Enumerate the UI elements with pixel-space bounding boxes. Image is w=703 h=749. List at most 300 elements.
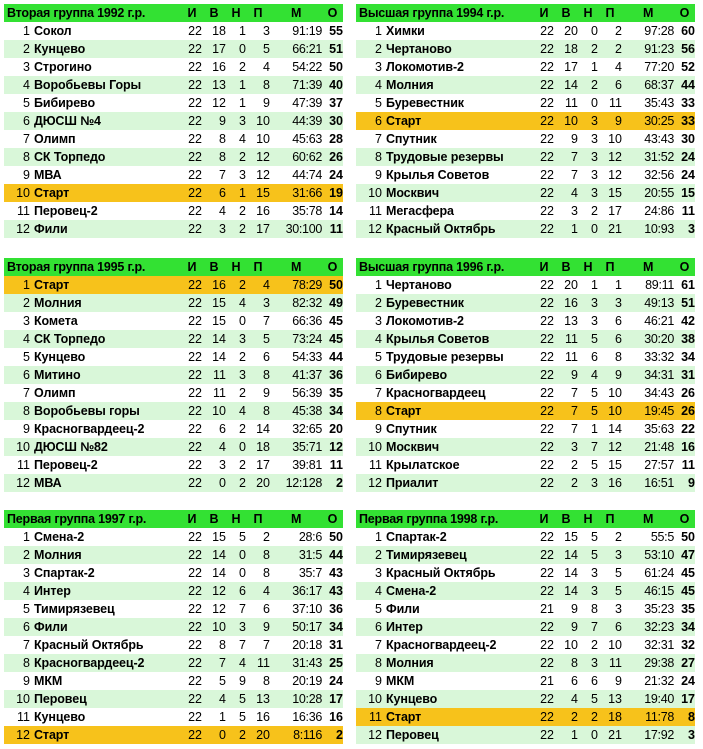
- row-wins: 16: [212, 60, 226, 74]
- row-wins: 11: [213, 368, 226, 382]
- row-draws: 2: [239, 350, 246, 364]
- row-team-name: Чертаново: [386, 42, 452, 56]
- row-points: 34: [329, 620, 343, 634]
- row-points: 30: [681, 132, 695, 146]
- row-games: 22: [540, 314, 554, 328]
- row-goals: 35:7: [298, 566, 322, 580]
- row-wins: 7: [219, 168, 226, 182]
- row-losses: 5: [263, 332, 270, 346]
- row-position: 10: [368, 186, 382, 200]
- row-points: 19: [329, 186, 343, 200]
- row-points: 2: [336, 728, 343, 742]
- row-draws: 3: [591, 114, 598, 128]
- row-games: 22: [540, 332, 554, 346]
- row-team-name: Перовец: [386, 728, 439, 742]
- standings-table: [356, 510, 695, 744]
- row-losses: 6: [615, 78, 622, 92]
- row-points: 45: [329, 314, 343, 328]
- row-team-name: Трудовые резервы: [386, 350, 504, 364]
- row-draws: 4: [591, 368, 598, 382]
- row-points: 45: [681, 566, 695, 580]
- row-position: 10: [16, 692, 30, 706]
- row-goals: 27:57: [644, 458, 674, 472]
- table-row-highlighted: [356, 708, 695, 726]
- row-games: 22: [188, 674, 202, 688]
- row-points: 35: [681, 602, 695, 616]
- row-points: 17: [329, 692, 343, 706]
- row-goals: 31:43: [292, 656, 322, 670]
- row-points: 56: [681, 42, 695, 56]
- row-position: 3: [375, 60, 382, 74]
- row-wins: 8: [219, 150, 226, 164]
- row-team-name: Перовец-2: [34, 204, 98, 218]
- row-games: 22: [188, 42, 202, 56]
- row-draws: 6: [239, 584, 246, 598]
- row-draws: 1: [239, 78, 246, 92]
- row-games: 22: [188, 350, 202, 364]
- row-games: 22: [540, 350, 554, 364]
- row-goals: 66:36: [292, 314, 322, 328]
- table-row: [356, 546, 695, 564]
- row-losses: 10: [256, 132, 270, 146]
- row-position: 4: [23, 584, 30, 598]
- row-wins: 11: [565, 96, 578, 110]
- header-games: И: [187, 512, 197, 526]
- row-team-name: Строгино: [34, 60, 92, 74]
- row-losses: 6: [615, 314, 622, 328]
- row-wins: 10: [564, 638, 578, 652]
- row-goals: 46:15: [644, 584, 674, 598]
- row-wins: 5: [219, 674, 226, 688]
- table-row: [356, 726, 695, 744]
- row-team-name: МКМ: [34, 674, 63, 688]
- row-losses: 14: [256, 422, 270, 436]
- table-row: [356, 366, 695, 384]
- row-goals: 21:48: [644, 440, 674, 454]
- row-wins: 8: [219, 638, 226, 652]
- table-row: [4, 112, 343, 130]
- row-team-name: Кунцево: [34, 710, 86, 724]
- row-position: 4: [375, 78, 382, 92]
- table-row: [356, 438, 695, 456]
- row-wins: 10: [564, 114, 578, 128]
- row-points: 38: [681, 332, 695, 346]
- row-games: 22: [188, 204, 202, 218]
- row-position: 1: [375, 530, 382, 544]
- row-wins: 10: [212, 620, 226, 634]
- row-draws: 1: [591, 422, 598, 436]
- row-points: 51: [681, 296, 695, 310]
- row-position: 9: [375, 422, 382, 436]
- row-team-name: Спутник: [386, 132, 437, 146]
- row-draws: 1: [239, 24, 246, 38]
- header-points: О: [327, 512, 338, 526]
- row-games: 22: [540, 620, 554, 634]
- row-games: 21: [540, 674, 554, 688]
- row-team-name: Кунцево: [34, 42, 86, 56]
- row-goals: 61:24: [644, 566, 674, 580]
- row-position: 4: [23, 332, 30, 346]
- row-team-name: СК Торпедо: [34, 332, 106, 346]
- row-points: 26: [329, 150, 343, 164]
- table-row: [4, 366, 343, 384]
- table-row: [4, 438, 343, 456]
- row-losses: 17: [256, 458, 270, 472]
- table-row: [4, 654, 343, 672]
- row-points: 44: [681, 78, 695, 92]
- row-points: 40: [329, 78, 343, 92]
- table-row: [4, 330, 343, 348]
- row-position: 4: [375, 332, 382, 346]
- table-row: [356, 40, 695, 58]
- row-losses: 3: [615, 602, 622, 616]
- row-goals: 35:23: [644, 602, 674, 616]
- row-losses: 13: [608, 692, 622, 706]
- row-losses: 8: [263, 368, 270, 382]
- row-losses: 11: [609, 96, 622, 110]
- row-position: 5: [375, 602, 382, 616]
- header-goals: М: [290, 6, 302, 20]
- row-draws: 5: [591, 692, 598, 706]
- row-position: 8: [375, 404, 382, 418]
- table-row: [4, 130, 343, 148]
- row-team-name: Красный Октябрь: [34, 638, 144, 652]
- row-goals: 68:37: [644, 78, 674, 92]
- header-goals: М: [642, 6, 654, 20]
- header-draws: Н: [583, 512, 593, 526]
- row-games: 22: [188, 404, 202, 418]
- row-goals: 34:43: [644, 386, 674, 400]
- row-losses: 20: [256, 728, 270, 742]
- row-position: 3: [375, 314, 382, 328]
- table-row: [4, 40, 343, 58]
- row-points: 14: [329, 204, 343, 218]
- row-losses: 9: [263, 620, 270, 634]
- row-points: 24: [329, 674, 343, 688]
- row-team-name: Буревестник: [386, 296, 464, 310]
- row-draws: 2: [239, 422, 246, 436]
- row-draws: 7: [591, 620, 598, 634]
- row-points: 15: [681, 186, 695, 200]
- row-team-name: Химки: [386, 24, 425, 38]
- row-position: 6: [23, 368, 30, 382]
- table-row: [356, 474, 695, 492]
- row-wins: 14: [564, 566, 578, 580]
- row-draws: 4: [239, 404, 246, 418]
- row-games: 22: [188, 114, 202, 128]
- row-team-name: Крылья Советов: [386, 168, 490, 182]
- row-team-name: Тимирязевец: [34, 602, 115, 616]
- table-title: Вторая группа 1992 г.р.: [7, 6, 146, 20]
- row-goals: 16:51: [644, 476, 674, 490]
- table-row: [4, 690, 343, 708]
- row-team-name: Приалит: [386, 476, 439, 490]
- row-draws: 3: [591, 476, 598, 490]
- row-losses: 2: [615, 42, 622, 56]
- row-wins: 1: [571, 222, 578, 236]
- row-games: 22: [188, 728, 202, 742]
- row-team-name: Локомотив-2: [386, 314, 464, 328]
- row-team-name: Перовец-2: [34, 458, 98, 472]
- row-position: 12: [368, 728, 382, 742]
- row-position: 3: [23, 60, 30, 74]
- row-points: 30: [329, 114, 343, 128]
- row-draws: 2: [239, 476, 246, 490]
- row-games: 22: [188, 186, 202, 200]
- header-wins: В: [561, 6, 571, 20]
- table-row: [356, 564, 695, 582]
- row-goals: 20:18: [292, 638, 322, 652]
- row-position: 7: [23, 386, 30, 400]
- row-points: 12: [329, 440, 343, 454]
- row-position: 9: [23, 422, 30, 436]
- row-games: 22: [188, 314, 202, 328]
- row-draws: 7: [239, 602, 246, 616]
- row-goals: 91:19: [292, 24, 322, 38]
- header-losses: П: [605, 6, 615, 20]
- row-position: 10: [16, 440, 30, 454]
- row-draws: 0: [591, 222, 598, 236]
- header-games: И: [539, 6, 549, 20]
- row-team-name: Комета: [34, 314, 78, 328]
- row-games: 22: [188, 710, 202, 724]
- table-row: [356, 148, 695, 166]
- table-row: [4, 166, 343, 184]
- table-row: [356, 276, 695, 294]
- table-row: [4, 600, 343, 618]
- row-draws: 2: [591, 42, 598, 56]
- row-team-name: Красногвардеец-2: [34, 656, 145, 670]
- header-games: И: [187, 260, 197, 274]
- row-position: 8: [23, 656, 30, 670]
- row-losses: 7: [263, 314, 270, 328]
- row-draws: 3: [591, 584, 598, 598]
- row-team-name: Воробьевы Горы: [34, 78, 142, 92]
- row-goals: 16:36: [292, 710, 322, 724]
- row-points: 20: [329, 422, 343, 436]
- row-draws: 4: [239, 132, 246, 146]
- row-goals: 31:52: [644, 150, 674, 164]
- row-games: 22: [540, 96, 554, 110]
- row-goals: 32:56: [644, 168, 674, 182]
- row-wins: 14: [212, 548, 226, 562]
- row-position: 1: [23, 24, 30, 38]
- table-row: [356, 690, 695, 708]
- row-goals: 17:92: [644, 728, 674, 742]
- row-team-name: ДЮСШ №4: [34, 114, 101, 128]
- row-wins: 15: [212, 296, 226, 310]
- row-points: 32: [681, 638, 695, 652]
- row-games: 22: [188, 476, 202, 490]
- header-points: О: [327, 6, 338, 20]
- row-games: 22: [540, 42, 554, 56]
- row-goals: 97:28: [644, 24, 674, 38]
- row-losses: 4: [263, 584, 270, 598]
- row-draws: 5: [591, 386, 598, 400]
- row-team-name: Молния: [34, 296, 82, 310]
- table-row: [4, 220, 343, 238]
- table-row-highlighted: [4, 184, 343, 202]
- row-position: 6: [375, 368, 382, 382]
- header-points: О: [679, 512, 690, 526]
- row-draws: 5: [591, 332, 598, 346]
- table-row: [356, 166, 695, 184]
- row-goals: 11:78: [645, 710, 674, 724]
- row-team-name: Воробьевы горы: [34, 404, 140, 418]
- row-draws: 4: [239, 296, 246, 310]
- row-team-name: Перовец: [34, 692, 87, 706]
- row-draws: 3: [591, 132, 598, 146]
- row-draws: 1: [239, 96, 246, 110]
- row-goals: 10:28: [292, 692, 322, 706]
- row-draws: 1: [239, 186, 246, 200]
- row-goals: 41:37: [292, 368, 322, 382]
- row-position: 5: [23, 96, 30, 110]
- row-position: 6: [23, 620, 30, 634]
- row-position: 12: [368, 222, 382, 236]
- row-games: 22: [188, 620, 202, 634]
- row-goals: 32:65: [292, 422, 322, 436]
- row-losses: 8: [263, 548, 270, 562]
- row-games: 22: [188, 638, 202, 652]
- row-wins: 12: [212, 96, 226, 110]
- row-games: 22: [188, 656, 202, 670]
- row-games: 22: [540, 638, 554, 652]
- header-wins: В: [209, 6, 219, 20]
- row-games: 22: [188, 566, 202, 580]
- header-wins: В: [561, 260, 571, 274]
- row-goals: 39:81: [292, 458, 322, 472]
- row-wins: 16: [564, 296, 578, 310]
- table-row: [356, 600, 695, 618]
- row-wins: 7: [571, 150, 578, 164]
- row-team-name: Старт: [386, 404, 422, 418]
- row-goals: 20:19: [292, 674, 322, 688]
- row-losses: 9: [263, 96, 270, 110]
- row-wins: 11: [213, 386, 226, 400]
- row-wins: 3: [571, 204, 578, 218]
- row-wins: 14: [212, 332, 226, 346]
- table-title: Высшая группа 1994 г.р.: [359, 6, 505, 20]
- row-wins: 9: [571, 620, 578, 634]
- row-team-name: СК Торпедо: [34, 150, 106, 164]
- row-position: 5: [23, 602, 30, 616]
- header-draws: Н: [231, 512, 241, 526]
- row-points: 42: [681, 314, 695, 328]
- row-draws: 0: [591, 24, 598, 38]
- row-draws: 4: [239, 656, 246, 670]
- row-games: 22: [540, 204, 554, 218]
- row-points: 35: [329, 386, 343, 400]
- row-points: 22: [681, 422, 695, 436]
- row-position: 9: [23, 168, 30, 182]
- row-position: 7: [375, 638, 382, 652]
- row-wins: 6: [571, 674, 578, 688]
- row-draws: 2: [239, 222, 246, 236]
- row-points: 50: [329, 278, 343, 292]
- row-goals: 44:39: [292, 114, 322, 128]
- row-team-name: Москвич: [386, 186, 440, 200]
- row-games: 22: [188, 78, 202, 92]
- row-points: 49: [329, 296, 343, 310]
- row-draws: 3: [591, 296, 598, 310]
- standings-table: [4, 4, 343, 238]
- row-losses: 8: [263, 78, 270, 92]
- standings-table: [4, 258, 343, 492]
- row-wins: 7: [571, 168, 578, 182]
- row-games: 22: [188, 60, 202, 74]
- row-team-name: Красногвардеец-2: [34, 422, 145, 436]
- row-points: 47: [681, 548, 695, 562]
- table-row: [4, 384, 343, 402]
- row-points: 24: [681, 168, 695, 182]
- row-losses: 3: [615, 548, 622, 562]
- row-team-name: Локомотив-2: [386, 60, 464, 74]
- header-wins: В: [209, 260, 219, 274]
- row-position: 1: [375, 278, 382, 292]
- row-losses: 12: [608, 150, 622, 164]
- row-wins: 8: [219, 132, 226, 146]
- row-losses: 15: [608, 458, 622, 472]
- row-draws: 0: [591, 96, 598, 110]
- row-games: 22: [540, 368, 554, 382]
- table-row-highlighted: [356, 402, 695, 420]
- row-wins: 6: [219, 422, 226, 436]
- row-team-name: Крылья Советов: [386, 332, 490, 346]
- row-wins: 8: [571, 656, 578, 670]
- row-goals: 55:5: [650, 530, 674, 544]
- row-games: 22: [540, 114, 554, 128]
- row-goals: 21:32: [644, 674, 674, 688]
- row-goals: 20:55: [644, 186, 674, 200]
- row-position: 2: [375, 42, 382, 56]
- row-goals: 50:17: [292, 620, 322, 634]
- row-position: 6: [23, 114, 30, 128]
- table-row: [4, 636, 343, 654]
- row-wins: 7: [219, 656, 226, 670]
- row-wins: 3: [219, 222, 226, 236]
- table-row: [356, 184, 695, 202]
- row-goals: 60:62: [292, 150, 322, 164]
- row-losses: 3: [615, 296, 622, 310]
- row-team-name: Мегасфера: [386, 204, 454, 218]
- table-title: Первая группа 1998 г.р.: [359, 512, 499, 526]
- row-position: 10: [16, 186, 30, 200]
- row-draws: 6: [591, 674, 598, 688]
- row-games: 22: [188, 278, 202, 292]
- row-wins: 16: [212, 278, 226, 292]
- row-losses: 11: [257, 656, 270, 670]
- table-row: [356, 220, 695, 238]
- row-losses: 6: [263, 602, 270, 616]
- row-goals: 54:33: [292, 350, 322, 364]
- row-position: 8: [23, 404, 30, 418]
- table-header: [356, 4, 695, 22]
- table-row: [4, 474, 343, 492]
- row-team-name: Олимп: [34, 386, 76, 400]
- row-team-name: Интер: [34, 584, 71, 598]
- header-goals: М: [290, 512, 302, 526]
- row-position: 5: [23, 350, 30, 364]
- row-games: 22: [540, 168, 554, 182]
- table-row: [356, 294, 695, 312]
- row-points: 60: [681, 24, 695, 38]
- row-team-name: Спартак-2: [34, 566, 95, 580]
- row-position: 8: [375, 656, 382, 670]
- header-points: О: [679, 6, 690, 20]
- header-draws: Н: [231, 6, 241, 20]
- row-games: 22: [540, 296, 554, 310]
